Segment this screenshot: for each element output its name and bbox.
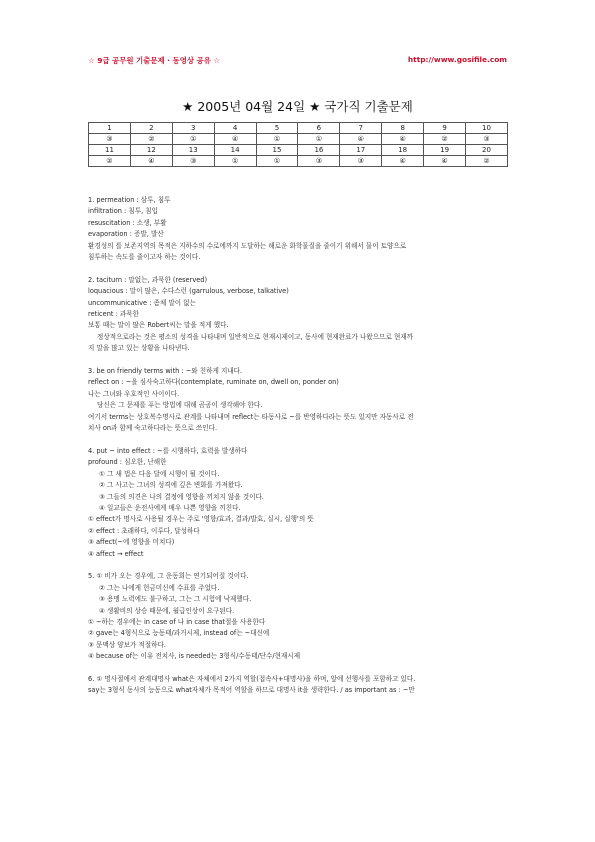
explanation-body xyxy=(88,195,513,697)
text-line: ④ 생활비의 상승 때문에, 월급인상이 요구된다. xyxy=(99,606,235,615)
text-line: ④ 일교들은 운전사에게 매우 나쁜 영향을 끼친다. xyxy=(99,503,241,512)
text-line: evaporation : 증발, 발산 xyxy=(88,230,164,239)
question-number-cell: 13 xyxy=(172,145,214,156)
question-number-cell: 2 xyxy=(130,123,172,134)
answer-cell: ④ xyxy=(382,156,424,167)
answer-cell: ③ xyxy=(298,156,340,167)
text-line: 6. ① 명사절에서 관계대명사 what은 자체에서 2가지 역할(접속사+대명사)을 하며, 앞에 선행사를 포함하고 있다. xyxy=(88,674,416,683)
answer-cell: ① xyxy=(256,134,298,145)
text-line: 나는 그녀와 우호적인 사이이다. xyxy=(88,389,180,398)
answer-cell: ② xyxy=(466,156,508,167)
text-line: 치사 on과 함께 숙고하다라는 뜻으로 쓰인다. xyxy=(88,424,218,433)
paragraph-gap xyxy=(88,663,513,674)
text-line: 여기서 terms는 상호복수명사로 관계를 나타내며 reflect는 타동사로 ~를 반영하다라는 뜻도 있지만 자동사로 전 xyxy=(88,412,414,421)
answer-cell: ② xyxy=(130,134,172,145)
text-line: resuscitation : 소생, 부활 xyxy=(88,218,167,227)
text-line: 지 말을 많고 있는 상황을 나타낸다. xyxy=(88,344,190,353)
text-line: ① ~하는 경우에는 in case of 나 in case that절을 사용한다 xyxy=(88,617,266,626)
answer-row xyxy=(89,134,508,145)
question-number-cell: 8 xyxy=(382,123,424,134)
question-number-cell: 11 xyxy=(89,145,131,156)
text-line: ③ 그들의 의견은 나의 결정에 영향을 끼치지 않을 것이다. xyxy=(99,492,264,501)
page-header xyxy=(88,55,507,67)
paragraph-gap xyxy=(88,263,513,274)
text-line: ④ because of는 이유 전치사, is needed는 3형식/수동태/단수/현재시제 xyxy=(88,652,301,661)
text-line: say는 3형식 동사의 능동으로 what자체가 목적어 역할을 하므로 대명사 it을 생략한다. / as important as : ~만 xyxy=(88,686,415,695)
text-line: ① 그 새 법은 다음 달에 시행이 될 것이다. xyxy=(99,469,220,478)
question-number-cell: 12 xyxy=(130,145,172,156)
question-number-cell: 18 xyxy=(382,145,424,156)
question-number-cell: 5 xyxy=(256,123,298,134)
question-number-cell: 10 xyxy=(466,123,508,134)
answer-cell: ④ xyxy=(382,134,424,145)
answer-cell: ① xyxy=(172,134,214,145)
text-line: 보통 때는 말이 많은 Robert씨는 말을 적게 했다. xyxy=(88,321,229,330)
text-line: ② 그는 나에게 헌금미신에 수표를 주었다. xyxy=(99,583,220,592)
question-number-cell: 17 xyxy=(340,145,382,156)
text-line: ④ affect → effect xyxy=(88,549,144,558)
page-title: ★ 2005년 04월 24일 ★ 국가직 기출문제 xyxy=(182,99,413,114)
text-line: 침투하는 속도를 줄이고자 하는 것이다. xyxy=(88,253,201,262)
question-number-cell: 19 xyxy=(424,145,466,156)
answer-cell: ④ xyxy=(214,134,256,145)
text-line: profound : 심오한, 난해한 xyxy=(88,458,167,467)
answer-cell: ③ xyxy=(89,134,131,145)
text-line: loquacious : 말이 많은, 수다스런 (garrulous, verbose, talkative) xyxy=(88,287,289,296)
header-url-link[interactable]: http://www.gosifile.com xyxy=(407,55,507,64)
text-line: 당신은 그 문제를 푸는 방법에 대해 곰곰이 생각해야 한다. xyxy=(97,401,263,410)
answer-cell: ① xyxy=(214,156,256,167)
paragraph-gap xyxy=(88,560,513,571)
text-line: 정상적으로라는 것은 평소의 성격을 나타내며 일반적으로 현재시제이고, 동사에 현재완료가 나왔으므로 현재까 xyxy=(97,332,414,341)
answer-cell: ③ xyxy=(172,156,214,167)
text-line: 3. be on friendly terms with : ~와 친하게 지내다. xyxy=(88,367,243,376)
question-number-cell: 4 xyxy=(214,123,256,134)
question-number-cell: 15 xyxy=(256,145,298,156)
question-number-cell: 1 xyxy=(89,123,131,134)
question-number-cell: 9 xyxy=(424,123,466,134)
question-number-row xyxy=(89,123,508,134)
answer-row xyxy=(89,156,508,167)
paragraph-gap xyxy=(88,435,513,446)
text-line: 4. put ~ into effect : ~를 시행하다, 효력을 발생하다 xyxy=(88,446,248,455)
text-line: infiltration : 침투, 침입 xyxy=(88,207,159,216)
question-number-row xyxy=(89,145,508,156)
text-line: 2. taciturn : 말없는, 과묵한 (reserved) xyxy=(88,275,208,284)
header-title: ☆ 9급 공무원 기출문제 · 동영상 공유 ☆ xyxy=(88,56,221,65)
question-number-cell: 3 xyxy=(172,123,214,134)
text-line: ② gave는 4형식으로 능동태/과거시제, instead of는 ~대신에 xyxy=(88,629,270,638)
answer-cell: ② xyxy=(424,134,466,145)
question-number-cell: 16 xyxy=(298,145,340,156)
text-line: ① effect가 명사로 사용될 경우는 주로 '영향/효과, 결과/발효, 실시, 실행'의 뜻 xyxy=(88,515,314,524)
text-line: reticent : 과묵한 xyxy=(88,310,140,319)
answer-cell: ③ xyxy=(466,134,508,145)
text-line: ② effect : 초래하다, 이루다, 달성하다 xyxy=(88,526,200,535)
text-line: uncommunicative : 좀체 말이 없는 xyxy=(88,298,196,307)
paragraph-gap xyxy=(88,355,513,366)
answer-cell: ④ xyxy=(130,156,172,167)
answer-cell: ④ xyxy=(340,134,382,145)
answer-cell: ③ xyxy=(340,156,382,167)
question-number-cell: 7 xyxy=(340,123,382,134)
text-line: 5. ① 비가 오는 경우에, 그 운동회는 연기되어질 것이다. xyxy=(88,572,249,581)
answer-cell: ① xyxy=(256,156,298,167)
text-line: reflect on : ~을 심사숙고하다(contemplate, ruminate on, dwell on, ponder on) xyxy=(88,378,339,387)
text-line: ③ 용맹 노력에도 불구하고, 그는 그 시험에 낙제했다. xyxy=(99,595,252,604)
answer-table xyxy=(88,122,508,167)
question-number-cell: 20 xyxy=(466,145,508,156)
text-line: 환경성의 를 보존지역의 목적은 지하수의 수로에까지 도달하는 해로운 화학물질을 줄이기 위해서 물이 토양으로 xyxy=(88,241,407,250)
question-number-cell: 14 xyxy=(214,145,256,156)
answer-cell: ② xyxy=(89,156,131,167)
text-line: ② 그 사고는 그녀의 성격에 깊은 변화를 가져왔다. xyxy=(99,481,243,490)
text-line: 1. permeation : 삼투, 침투 xyxy=(88,196,171,204)
text-line: ③ affect(~에 영향을 미치다) xyxy=(88,538,175,547)
text-line: ③ 문맥상 양보가 적절하다. xyxy=(88,640,166,649)
question-number-cell: 6 xyxy=(298,123,340,134)
answer-cell: ① xyxy=(298,134,340,145)
answer-cell: ④ xyxy=(424,156,466,167)
